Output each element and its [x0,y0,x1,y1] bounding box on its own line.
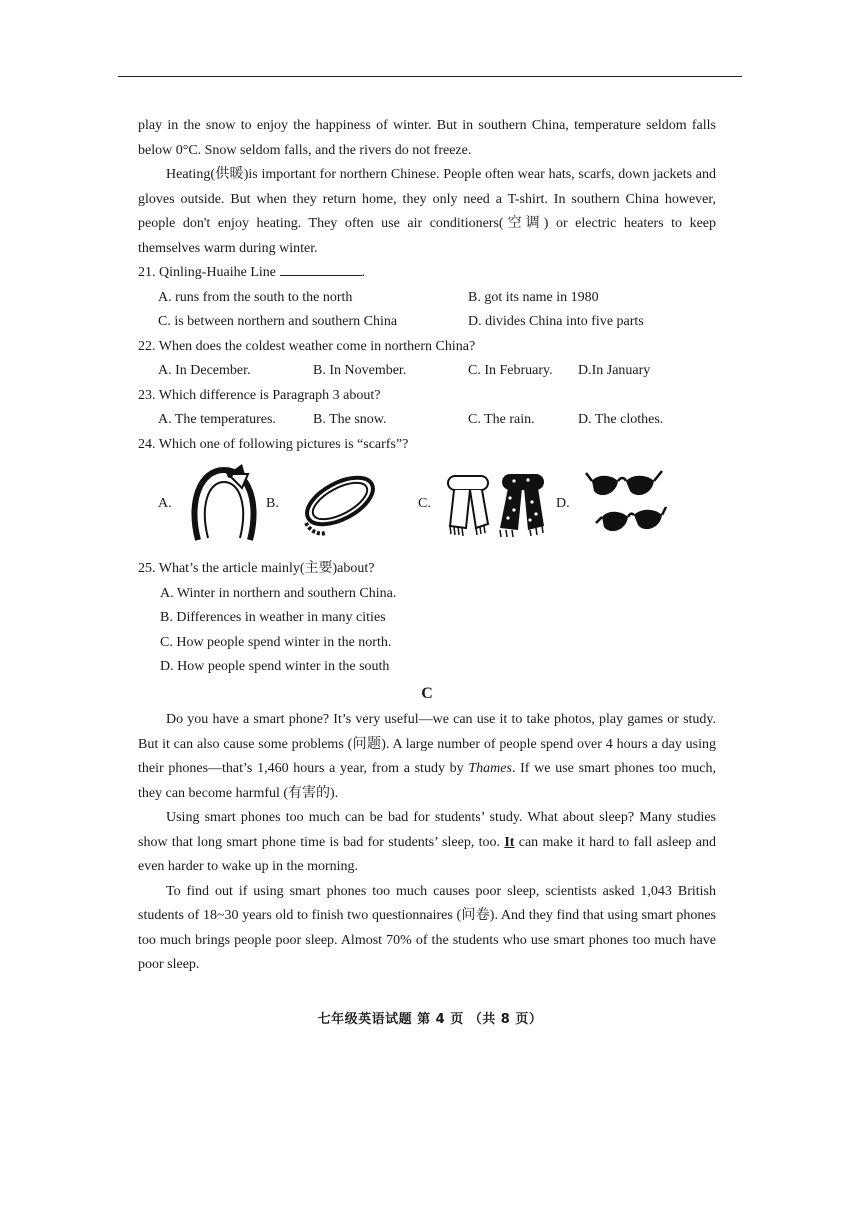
q25-option-a: A. Winter in northern and southern China. [160,585,397,601]
q25-stem: 25. What’s the article mainly(主要)about? [138,561,375,576]
sunglasses-icon [584,465,668,543]
section-c-paragraph-1: Do you have a smart phone? It’s very useful—we can use it to take photos, play games or study. But it can also cause some problems (问题). A large number of people spend over 4 hours a day using their phones—that’s 1,460 hours a year, from a study by Thames. If we use smart phones too much, they can become harmful (有害的). [138,712,716,801]
question-21 [138,261,716,286]
q25-option-b: B. Differences in weather in many cities [160,610,386,625]
q21-options-row2 [138,310,716,335]
page-footer: 七年级英语试题 第 4 页 （共 8 页） [317,1012,543,1027]
q21-option-b: B. got its name in 1980 [468,289,599,305]
q22-stem: 22. When does the coldest weather come in northern China? [138,338,476,354]
section-c-paragraph-2: Using smart phones too much can be bad for students’ study. What about sleep? Many studies show that long smart phone time is bad for students’ sleep, too. It can make it hard to fall asleep and even harder to wake up in the morning. [138,810,717,874]
q21-option-c: C. is between northern and southern China [158,314,398,329]
q24-label-b: B. [266,495,279,511]
q23-option-b: B. The snow. [313,412,387,427]
intro-text: play in the snow to enjoy the happiness of winter. But in southern China, temperature seldom falls below 0°C. Snow seldom falls, and the rivers do not freeze. [138,118,716,158]
q23-option-d: D. The clothes. [578,412,664,427]
q24-label-c: C. [418,495,431,511]
section-heading: C [421,684,433,702]
q22-options [138,359,716,384]
q21-stem-end: . [361,265,366,280]
q24-label-d: D. [556,495,570,511]
q23-option-c: C. The rain. [468,412,535,427]
q24-label-a: A. [158,495,172,511]
q22-option-d: D.In January [578,363,651,378]
q25-option-c: C. How people spend winter in the north. [160,634,392,650]
q22-option-c: C. In February. [468,363,553,378]
q22-option-b: B. In November. [313,363,407,378]
heating-paragraph: Heating(供暖)is important for northern Chinese. People often wear hats, scarfs, down jackets and gloves outside. But when they return home, they only need a T-shirt. In southern China however, people don't enjoy heating. They often use air conditioners(空调) or electric heaters to keep themselves warm during winter. [138,167,716,256]
answer-blank [280,261,362,276]
q25-option-d: D. How people spend winter in the south [160,659,390,674]
necklace-icon [296,469,380,539]
q23-options [138,408,716,433]
q22-option-a: A. In December. [158,363,251,378]
q23-stem: 23. Which difference is Paragraph 3 about? [138,387,381,403]
q21-option-a: A. runs from the south to the north [158,289,353,305]
q21-stem: 21. Qinling-Huaihe Line [138,265,277,280]
q24-pictures [138,457,716,551]
page-content [138,114,716,978]
q23-option-a: A. The temperatures. [158,412,276,427]
q21-option-d: D. divides China into five parts [468,314,644,329]
section-c-paragraph-3: To find out if using smart phones too much causes poor sleep, scientists asked 1,043 British students of 18~30 years old to finish two questionnaires (问卷). And they find that using smart phones too much brings people poor sleep. Almost 70% of the students who use smart phones too much have poor sleep. [138,883,716,972]
headband-icon [188,462,260,546]
header-rule [118,76,742,77]
q24-stem: 24. Which one of following pictures is “scarfs”? [138,436,409,452]
scarf-icon [444,468,552,540]
q21-options-row1 [138,286,716,311]
